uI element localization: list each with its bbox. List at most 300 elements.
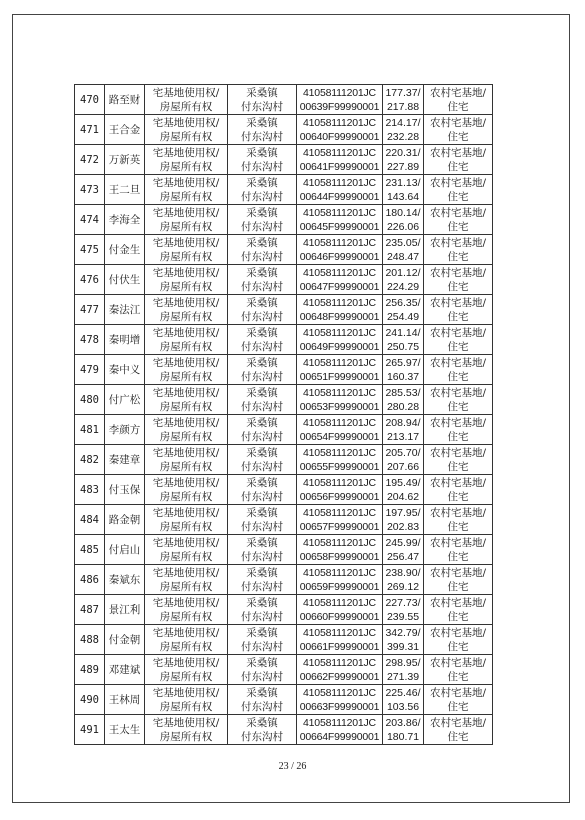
cell-unit-code-line: 00647F99990001 [299, 280, 380, 293]
cell-unit-code [297, 175, 383, 205]
cell-owner-name-line: 王合金 [108, 123, 141, 136]
cell-usage-line: 农村宅基地/ [429, 326, 487, 339]
cell-usage-line: 住宅 [447, 460, 469, 473]
cell-owner-name [105, 655, 145, 685]
cell-usage-line: 农村宅基地/ [429, 446, 487, 459]
cell-area-line: 202.83 [386, 520, 420, 533]
cell-area [383, 175, 424, 205]
cell-owner-name [105, 355, 145, 385]
cell-usage-line: 住宅 [447, 310, 469, 323]
cell-area-line: 180.14/ [385, 206, 421, 219]
cell-location-line: 付东沟村 [241, 460, 283, 473]
cell-unit-code-line: 00655F99990001 [299, 460, 380, 473]
cell-area-line: 248.47 [386, 250, 420, 263]
cell-area [383, 685, 424, 715]
cell-location-line: 付东沟村 [241, 400, 283, 413]
cell-usage [424, 625, 493, 655]
cell-area-line: 197.95/ [385, 506, 421, 519]
cell-serial-number-line: 474 [80, 213, 99, 226]
cell-location [228, 715, 297, 745]
cell-area-line: 271.39 [386, 670, 420, 683]
cell-serial-number-line: 484 [80, 513, 99, 526]
cell-location [228, 265, 297, 295]
cell-location [228, 445, 297, 475]
cell-location [228, 295, 297, 325]
cell-location-line: 付东沟村 [241, 310, 283, 323]
cell-right-type [145, 385, 228, 415]
cell-unit-code-line: 41058111201JC [303, 116, 376, 129]
cell-unit-code-line: 41058111201JC [303, 686, 376, 699]
cell-area-line: 256.47 [386, 550, 420, 563]
cell-usage [424, 325, 493, 355]
cell-unit-code [297, 265, 383, 295]
cell-usage-line: 住宅 [447, 610, 469, 623]
cell-unit-code [297, 595, 383, 625]
cell-owner-name [105, 385, 145, 415]
cell-right-type [145, 475, 228, 505]
cell-location [228, 205, 297, 235]
cell-usage-line: 住宅 [447, 730, 469, 743]
cell-right-type-line: 房屋所有权 [159, 250, 213, 263]
cell-area [383, 85, 424, 115]
cell-unit-code-line: 00656F99990001 [299, 490, 380, 503]
cell-right-type-line: 宅基地使用权/ [152, 716, 220, 729]
cell-area [383, 355, 424, 385]
cell-usage-line: 农村宅基地/ [429, 206, 487, 219]
cell-area [383, 565, 424, 595]
cell-usage-line: 住宅 [447, 580, 469, 593]
cell-unit-code-line: 00653F99990001 [299, 400, 380, 413]
cell-usage [424, 265, 493, 295]
cell-right-type-line: 房屋所有权 [159, 130, 213, 143]
cell-right-type-line: 房屋所有权 [159, 670, 213, 683]
cell-area-line: 342.79/ [385, 626, 421, 639]
cell-owner-name [105, 85, 145, 115]
cell-owner-name-line: 王二旦 [108, 183, 141, 196]
cell-usage [424, 115, 493, 145]
cell-location [228, 535, 297, 565]
cell-owner-name-line: 路金朝 [108, 513, 141, 526]
table-row [75, 175, 493, 205]
cell-area-line: 207.66 [386, 460, 420, 473]
cell-owner-name [105, 535, 145, 565]
cell-usage [424, 205, 493, 235]
cell-right-type-line: 房屋所有权 [159, 730, 213, 743]
cell-serial-number-line: 479 [80, 363, 99, 376]
cell-usage [424, 175, 493, 205]
cell-location-line: 采桑镇 [246, 656, 278, 669]
cell-owner-name [105, 235, 145, 265]
cell-serial-number [75, 655, 105, 685]
cell-right-type [145, 505, 228, 535]
property-record-table [74, 84, 493, 745]
cell-area-line: 256.35/ [385, 296, 421, 309]
cell-location-line: 采桑镇 [246, 266, 278, 279]
cell-right-type-line: 房屋所有权 [159, 700, 213, 713]
cell-unit-code [297, 565, 383, 595]
cell-owner-name [105, 475, 145, 505]
cell-usage-line: 农村宅基地/ [429, 146, 487, 159]
cell-unit-code-line: 00648F99990001 [299, 310, 380, 323]
cell-area-line: 205.70/ [385, 446, 421, 459]
cell-usage-line: 农村宅基地/ [429, 416, 487, 429]
cell-owner-name-line: 秦斌东 [108, 573, 141, 586]
cell-unit-code-line: 41058111201JC [303, 266, 376, 279]
cell-right-type-line: 房屋所有权 [159, 490, 213, 503]
cell-right-type [145, 175, 228, 205]
cell-right-type [145, 355, 228, 385]
cell-serial-number-line: 485 [80, 543, 99, 556]
cell-unit-code-line: 41058111201JC [303, 326, 376, 339]
cell-serial-number [75, 355, 105, 385]
table-row [75, 685, 493, 715]
cell-usage-line: 农村宅基地/ [429, 626, 487, 639]
cell-area-line: 399.31 [386, 640, 420, 653]
cell-unit-code [297, 85, 383, 115]
cell-area [383, 265, 424, 295]
table-row [75, 535, 493, 565]
cell-location [228, 325, 297, 355]
cell-right-type-line: 宅基地使用权/ [152, 446, 220, 459]
cell-location-line: 采桑镇 [246, 416, 278, 429]
cell-unit-code-line: 00639F99990001 [299, 100, 380, 113]
cell-location [228, 115, 297, 145]
cell-location [228, 505, 297, 535]
cell-area [383, 535, 424, 565]
cell-location [228, 685, 297, 715]
cell-usage-line: 农村宅基地/ [429, 656, 487, 669]
cell-unit-code-line: 41058111201JC [303, 566, 376, 579]
cell-location-line: 付东沟村 [241, 130, 283, 143]
cell-location-line: 采桑镇 [246, 446, 278, 459]
cell-area-line: 245.99/ [385, 536, 421, 549]
cell-serial-number-line: 490 [80, 693, 99, 706]
cell-unit-code [297, 535, 383, 565]
cell-serial-number-line: 486 [80, 573, 99, 586]
cell-location-line: 付东沟村 [241, 220, 283, 233]
cell-owner-name-line: 付启山 [108, 543, 141, 556]
cell-usage-line: 农村宅基地/ [429, 116, 487, 129]
table-row [75, 85, 493, 115]
cell-owner-name-line: 王太生 [108, 723, 141, 736]
cell-area-line: 220.31/ [385, 146, 421, 159]
cell-area [383, 445, 424, 475]
cell-serial-number-line: 488 [80, 633, 99, 646]
cell-serial-number [75, 85, 105, 115]
cell-area-line: 201.12/ [385, 266, 421, 279]
cell-location [228, 595, 297, 625]
cell-serial-number-line: 483 [80, 483, 99, 496]
cell-location [228, 235, 297, 265]
cell-location-line: 付东沟村 [241, 370, 283, 383]
cell-location-line: 采桑镇 [246, 626, 278, 639]
cell-right-type [145, 265, 228, 295]
cell-usage-line: 农村宅基地/ [429, 686, 487, 699]
cell-area-line: 103.56 [386, 700, 420, 713]
table-row [75, 235, 493, 265]
cell-area [383, 115, 424, 145]
cell-serial-number-line: 471 [80, 123, 99, 136]
cell-area-line: 195.49/ [385, 476, 421, 489]
cell-unit-code [297, 445, 383, 475]
cell-location [228, 475, 297, 505]
cell-unit-code-line: 00654F99990001 [299, 430, 380, 443]
table-row [75, 625, 493, 655]
cell-unit-code-line: 00658F99990001 [299, 550, 380, 563]
cell-right-type-line: 宅基地使用权/ [152, 146, 220, 159]
cell-unit-code-line: 41058111201JC [303, 86, 376, 99]
table-row [75, 475, 493, 505]
cell-usage-line: 住宅 [447, 280, 469, 293]
cell-usage [424, 445, 493, 475]
cell-owner-name [105, 205, 145, 235]
cell-usage-line: 住宅 [447, 130, 469, 143]
cell-right-type-line: 宅基地使用权/ [152, 416, 220, 429]
cell-serial-number-line: 470 [80, 93, 99, 106]
cell-serial-number [75, 325, 105, 355]
cell-location [228, 625, 297, 655]
cell-location [228, 175, 297, 205]
cell-unit-code-line: 41058111201JC [303, 536, 376, 549]
cell-owner-name [105, 415, 145, 445]
cell-location [228, 655, 297, 685]
cell-location-line: 付东沟村 [241, 100, 283, 113]
table-row [75, 415, 493, 445]
cell-right-type [145, 415, 228, 445]
cell-usage [424, 355, 493, 385]
cell-serial-number [75, 445, 105, 475]
cell-owner-name [105, 295, 145, 325]
cell-right-type [145, 235, 228, 265]
cell-usage-line: 农村宅基地/ [429, 566, 487, 579]
table-body [75, 85, 493, 745]
cell-right-type-line: 宅基地使用权/ [152, 476, 220, 489]
cell-usage-line: 住宅 [447, 430, 469, 443]
cell-location-line: 采桑镇 [246, 176, 278, 189]
cell-right-type-line: 房屋所有权 [159, 280, 213, 293]
cell-unit-code [297, 355, 383, 385]
cell-right-type-line: 宅基地使用权/ [152, 206, 220, 219]
cell-area-line: 143.64 [386, 190, 420, 203]
cell-usage-line: 农村宅基地/ [429, 356, 487, 369]
cell-owner-name [105, 505, 145, 535]
cell-location-line: 付东沟村 [241, 340, 283, 353]
cell-serial-number-line: 478 [80, 333, 99, 346]
cell-right-type [145, 205, 228, 235]
cell-owner-name-line: 万新英 [108, 153, 141, 166]
cell-right-type-line: 宅基地使用权/ [152, 536, 220, 549]
cell-right-type-line: 宅基地使用权/ [152, 686, 220, 699]
cell-owner-name [105, 445, 145, 475]
cell-location-line: 采桑镇 [246, 146, 278, 159]
cell-location [228, 355, 297, 385]
cell-usage-line: 农村宅基地/ [429, 536, 487, 549]
cell-area-line: 241.14/ [385, 326, 421, 339]
cell-right-type-line: 房屋所有权 [159, 400, 213, 413]
cell-unit-code [297, 505, 383, 535]
cell-unit-code-line: 00649F99990001 [299, 340, 380, 353]
cell-owner-name-line: 付金生 [108, 243, 141, 256]
cell-location-line: 付东沟村 [241, 430, 283, 443]
cell-unit-code [297, 415, 383, 445]
cell-serial-number-line: 472 [80, 153, 99, 166]
cell-area-line: 204.62 [386, 490, 420, 503]
cell-right-type-line: 房屋所有权 [159, 580, 213, 593]
cell-right-type [145, 115, 228, 145]
cell-serial-number [75, 295, 105, 325]
cell-right-type-line: 房屋所有权 [159, 520, 213, 533]
cell-location-line: 采桑镇 [246, 716, 278, 729]
cell-right-type-line: 宅基地使用权/ [152, 506, 220, 519]
cell-serial-number-line: 481 [80, 423, 99, 436]
cell-right-type [145, 655, 228, 685]
cell-owner-name [105, 685, 145, 715]
cell-unit-code-line: 41058111201JC [303, 176, 376, 189]
cell-serial-number [75, 115, 105, 145]
cell-location-line: 付东沟村 [241, 610, 283, 623]
cell-right-type-line: 宅基地使用权/ [152, 176, 220, 189]
cell-right-type-line: 宅基地使用权/ [152, 566, 220, 579]
cell-serial-number [75, 475, 105, 505]
cell-area [383, 385, 424, 415]
cell-unit-code-line: 00664F99990001 [299, 730, 380, 743]
cell-area [383, 475, 424, 505]
cell-serial-number-line: 480 [80, 393, 99, 406]
cell-area [383, 205, 424, 235]
cell-unit-code-line: 41058111201JC [303, 446, 376, 459]
cell-unit-code [297, 385, 383, 415]
cell-unit-code-line: 41058111201JC [303, 596, 376, 609]
cell-usage [424, 145, 493, 175]
cell-unit-code-line: 00641F99990001 [299, 160, 380, 173]
cell-area-line: 177.37/ [385, 86, 421, 99]
cell-usage-line: 住宅 [447, 190, 469, 203]
cell-unit-code-line: 00659F99990001 [299, 580, 380, 593]
cell-location-line: 付东沟村 [241, 580, 283, 593]
cell-location-line: 采桑镇 [246, 686, 278, 699]
cell-right-type [145, 445, 228, 475]
cell-area-line: 227.73/ [385, 596, 421, 609]
cell-right-type-line: 房屋所有权 [159, 610, 213, 623]
cell-unit-code-line: 00662F99990001 [299, 670, 380, 683]
cell-area [383, 295, 424, 325]
cell-right-type-line: 房屋所有权 [159, 460, 213, 473]
cell-area-line: 280.28 [386, 400, 420, 413]
cell-usage-line: 住宅 [447, 640, 469, 653]
cell-location-line: 采桑镇 [246, 506, 278, 519]
cell-right-type-line: 宅基地使用权/ [152, 296, 220, 309]
cell-owner-name [105, 175, 145, 205]
cell-usage [424, 685, 493, 715]
cell-right-type-line: 房屋所有权 [159, 430, 213, 443]
cell-usage-line: 住宅 [447, 370, 469, 383]
cell-right-type-line: 宅基地使用权/ [152, 86, 220, 99]
cell-usage-line: 农村宅基地/ [429, 386, 487, 399]
cell-serial-number [75, 505, 105, 535]
cell-unit-code-line: 41058111201JC [303, 656, 376, 669]
cell-unit-code-line: 41058111201JC [303, 416, 376, 429]
cell-unit-code-line: 41058111201JC [303, 356, 376, 369]
cell-unit-code [297, 115, 383, 145]
cell-location-line: 付东沟村 [241, 550, 283, 563]
cell-unit-code-line: 41058111201JC [303, 206, 376, 219]
cell-serial-number [75, 415, 105, 445]
cell-usage [424, 475, 493, 505]
cell-location-line: 采桑镇 [246, 86, 278, 99]
cell-unit-code-line: 00644F99990001 [299, 190, 380, 203]
cell-usage [424, 385, 493, 415]
cell-location-line: 采桑镇 [246, 356, 278, 369]
table-row [75, 715, 493, 745]
cell-unit-code-line: 41058111201JC [303, 476, 376, 489]
cell-serial-number-line: 477 [80, 303, 99, 316]
cell-right-type [145, 685, 228, 715]
cell-area-line: 214.17/ [385, 116, 421, 129]
cell-location-line: 采桑镇 [246, 536, 278, 549]
cell-serial-number [75, 715, 105, 745]
cell-unit-code [297, 145, 383, 175]
cell-unit-code-line: 41058111201JC [303, 146, 376, 159]
cell-right-type [145, 595, 228, 625]
cell-unit-code-line: 41058111201JC [303, 506, 376, 519]
cell-area-line: 226.06 [386, 220, 420, 233]
cell-right-type-line: 宅基地使用权/ [152, 326, 220, 339]
cell-location [228, 145, 297, 175]
cell-owner-name-line: 付广松 [108, 393, 141, 406]
cell-usage [424, 295, 493, 325]
cell-usage [424, 85, 493, 115]
table-row [75, 655, 493, 685]
cell-right-type [145, 625, 228, 655]
cell-right-type-line: 宅基地使用权/ [152, 626, 220, 639]
cell-area-line: 298.95/ [385, 656, 421, 669]
cell-usage-line: 农村宅基地/ [429, 716, 487, 729]
cell-area-line: 224.29 [386, 280, 420, 293]
cell-location-line: 付东沟村 [241, 670, 283, 683]
cell-serial-number [75, 235, 105, 265]
cell-serial-number [75, 175, 105, 205]
cell-right-type-line: 房屋所有权 [159, 160, 213, 173]
cell-owner-name [105, 145, 145, 175]
cell-location [228, 565, 297, 595]
cell-area [383, 655, 424, 685]
cell-unit-code-line: 00646F99990001 [299, 250, 380, 263]
cell-right-type [145, 565, 228, 595]
cell-area-line: 208.94/ [385, 416, 421, 429]
cell-serial-number [75, 535, 105, 565]
cell-unit-code-line: 41058111201JC [303, 236, 376, 249]
cell-serial-number-line: 489 [80, 663, 99, 676]
cell-owner-name [105, 325, 145, 355]
cell-area-line: 203.86/ [385, 716, 421, 729]
cell-right-type-line: 宅基地使用权/ [152, 386, 220, 399]
cell-usage-line: 住宅 [447, 550, 469, 563]
cell-serial-number-line: 475 [80, 243, 99, 256]
cell-location-line: 付东沟村 [241, 190, 283, 203]
cell-location-line: 采桑镇 [246, 236, 278, 249]
cell-unit-code [297, 625, 383, 655]
cell-location-line: 付东沟村 [241, 700, 283, 713]
cell-area [383, 715, 424, 745]
cell-owner-name-line: 邓建斌 [108, 663, 141, 676]
cell-right-type-line: 房屋所有权 [159, 640, 213, 653]
cell-usage-line: 住宅 [447, 490, 469, 503]
cell-owner-name [105, 715, 145, 745]
cell-area-line: 235.05/ [385, 236, 421, 249]
cell-right-type-line: 宅基地使用权/ [152, 596, 220, 609]
cell-area-line: 180.71 [386, 730, 420, 743]
cell-area [383, 325, 424, 355]
